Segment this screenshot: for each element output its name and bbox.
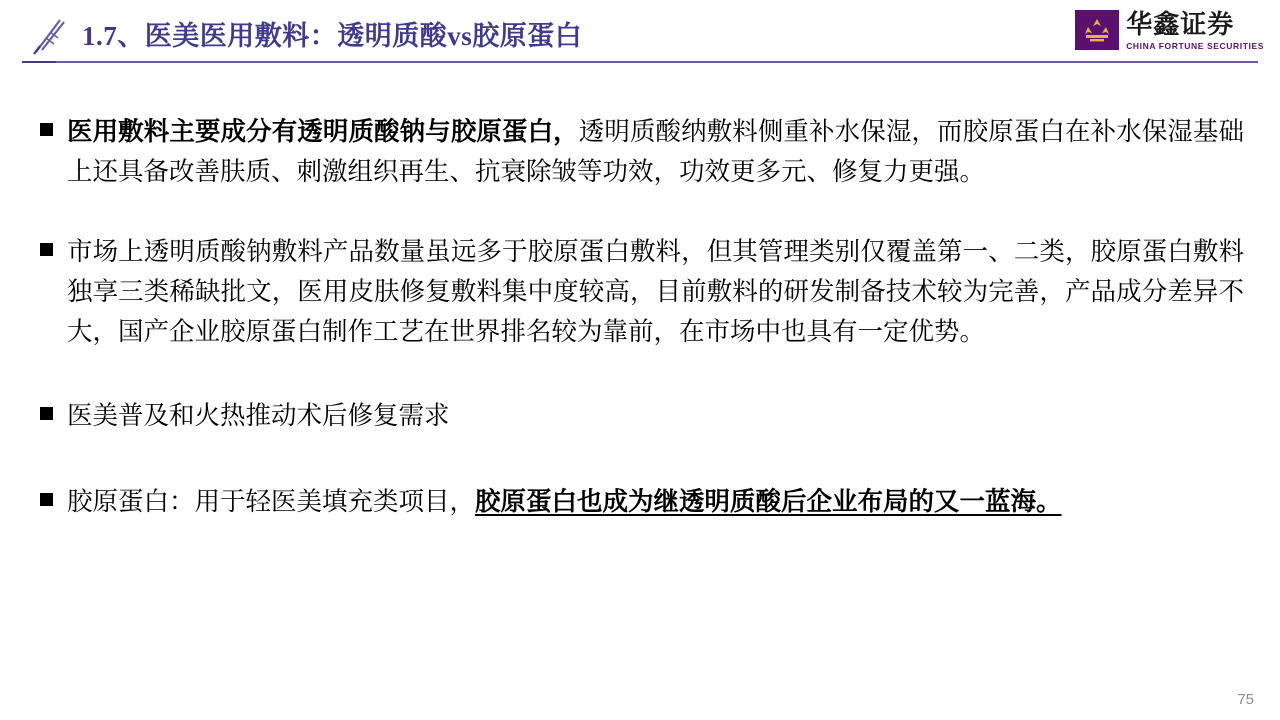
bullet-emphasis-text: 胶原蛋白也成为继透明质酸后企业布局的又一蓝海。	[475, 487, 1062, 516]
bullet-text	[67, 482, 1244, 522]
bullet-item	[0, 232, 1280, 352]
logo-name-en: CHINA FORTUNE SECURITIES	[1126, 41, 1264, 51]
slide-body	[0, 96, 1280, 522]
bullet-item	[0, 482, 1280, 522]
bullet-square-icon	[40, 493, 53, 506]
brand-logo	[1075, 10, 1264, 52]
bullet-body-text: 透明质酸纳敷料侧重补水保湿，而胶原蛋白在补水保湿基础上还具备改善肤质、刺激组织再生、抗衰除皱等功效，功效更多元、修复力更强。	[67, 117, 1244, 186]
slide-header	[0, 0, 1280, 72]
bullet-square-icon	[40, 407, 53, 420]
bullet-item	[0, 112, 1280, 192]
header-divider-accent	[22, 61, 56, 63]
bullet-body-text: 市场上透明质酸钠敷料产品数量虽远多于胶原蛋白敷料，但其管理类别仅覆盖第一、二类，胶原蛋白敷料独享三类稀缺批文，医用皮肤修复敷料集中度较高，目前敷料的研发制备技术较为完善，产品成分差异不大，国产企业胶原蛋白制作工艺在世界排名较为靠前，在市场中也具有一定优势。	[67, 237, 1244, 346]
bullet-lead-text: 医用敷料主要成分有透明质酸钠与胶原蛋白，	[67, 117, 579, 146]
page-title: 1.7、医美医用敷料：透明质酸vs胶原蛋白	[82, 21, 583, 51]
header-divider	[22, 61, 1258, 63]
page-number: 75	[1237, 691, 1254, 708]
bullet-item	[0, 396, 1280, 436]
pen-nib-icon	[30, 16, 68, 56]
bullet-body-text: 胶原蛋白：用于轻医美填充类项目，	[67, 487, 476, 516]
bullet-text	[67, 112, 1244, 192]
logo-name-cn: 华鑫证券	[1126, 10, 1235, 39]
bullet-text	[67, 396, 1244, 436]
bullet-square-icon	[40, 123, 53, 136]
bullet-body-text: 医美普及和火热推动术后修复需求	[67, 401, 450, 430]
logo-mark-icon	[1075, 10, 1119, 50]
bullet-text	[67, 232, 1244, 352]
bullet-square-icon	[40, 243, 53, 256]
